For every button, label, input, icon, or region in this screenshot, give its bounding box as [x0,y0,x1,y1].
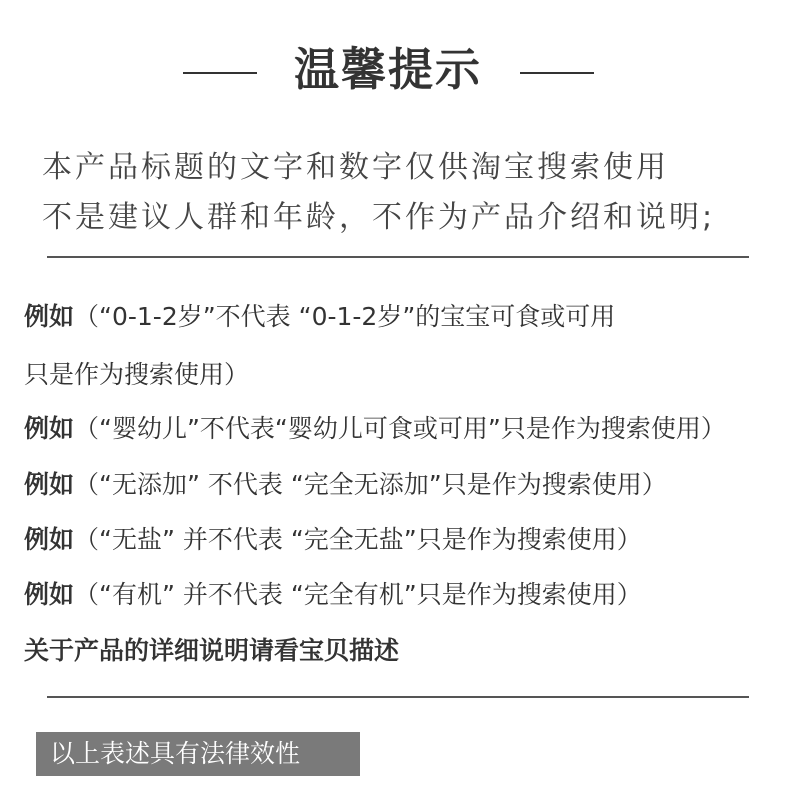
divider-bottom [47,696,749,698]
example-text: （“0-1-2岁”不代表 “0-1-2岁”的宝宝可食或可用 [74,302,616,331]
intro-line-2: 不是建议人群和年龄，不作为产品介绍和说明; [42,200,716,235]
divider-top [47,256,749,258]
example-text: 只是作为搜索使用） [24,360,250,389]
example-prefix: 例如 [24,302,75,331]
example-line-2 [24,410,726,448]
page-title: 温馨提示 [293,43,482,96]
example-prefix: 例如 [24,580,75,609]
title-left-rule [183,72,257,74]
closing-line: 关于产品的详细说明请看宝贝描述 [24,636,400,665]
example-text: （“无盐” 并不代表 “完全无盐”只是作为搜索使用） [74,525,642,554]
example-line-5 [24,576,642,614]
example-prefix: 例如 [24,414,75,443]
example-prefix: 例如 [24,470,75,499]
title-right-rule [520,72,594,74]
legal-notice-badge: 以上表述具有法律效性 [36,732,360,776]
example-text: （“婴幼儿”不代表“婴幼儿可食或可用”只是作为搜索使用） [74,414,726,443]
example-prefix: 例如 [24,525,75,554]
example-line-1-continued [24,356,249,394]
example-line-4 [24,521,642,559]
intro-line-1: 本产品标题的文字和数字仅供淘宝搜索使用 [42,150,669,185]
title-row [0,38,793,102]
example-text: （“有机” 并不代表 “完全有机”只是作为搜索使用） [74,580,642,609]
example-line-3 [24,466,667,504]
example-line-1 [24,298,615,336]
intro-text [42,143,715,243]
example-text: （“无添加” 不代表 “完全无添加”只是作为搜索使用） [74,470,667,499]
